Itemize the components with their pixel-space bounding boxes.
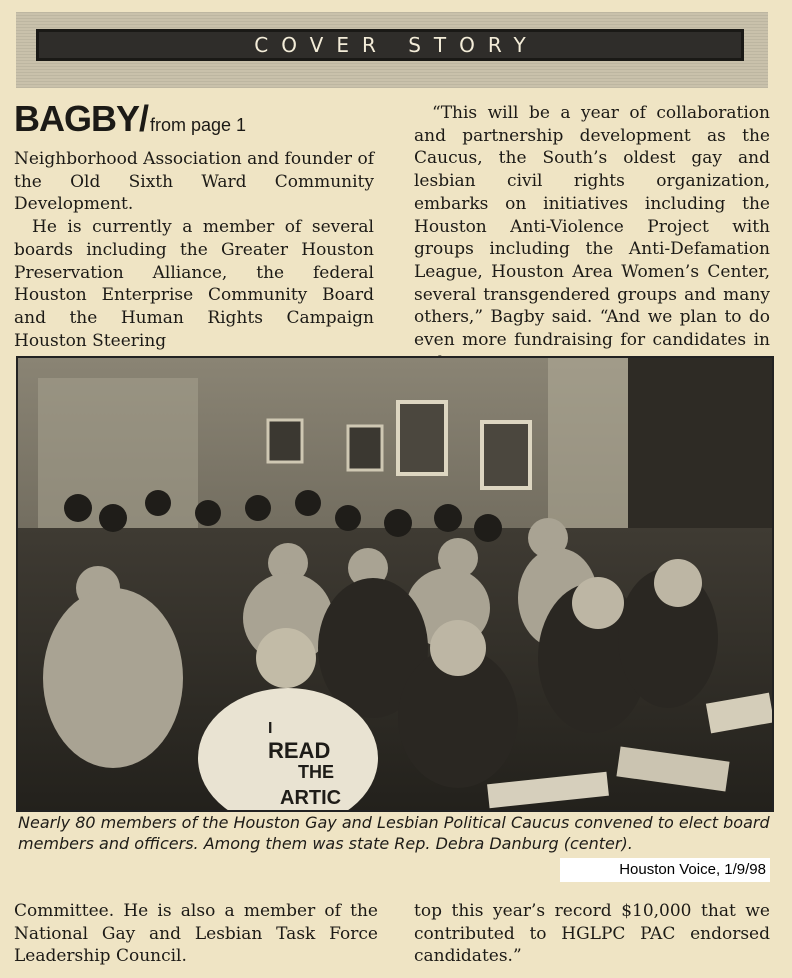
- bottom-right-column: [414, 900, 770, 968]
- paragraph: He is currently a member of several boards including the Greater Houston Preservation Alliance, the federal Houston Enterprise Community Board and the Human Rights Campaign Houston Steering: [14, 217, 374, 351]
- photo-caption: Nearly 80 members of the Houston Gay and Lesbian Political Caucus convened to elect board members and officers. Among them was state Rep. Debra Danburg (center).: [18, 813, 770, 853]
- bottom-left-column: [14, 900, 378, 968]
- paragraph: Committee. He is also a member of the National Gay and Lesbian Task Force Leadership Council.: [14, 901, 378, 967]
- paragraph: Neighborhood Association and founder of the Old Sixth Ward Community Development.: [14, 149, 374, 215]
- paragraph: top this year’s record $10,000 that we contributed to HGLPC PAC endorsed candidates.”: [414, 901, 770, 967]
- cover-story-banner: [16, 12, 768, 88]
- paragraph: “This will be a year of collaboration and partnership development as the Caucus, the South’s oldest gay and lesbian civil rights organization, embarks on initiatives including the Houston Anti-Violence Project with groups including the Anti-Defamation League, Houston Area Women’s Center, several transgendered groups and many others,” Bagby said. “And we plan to do even more fundraising for candidates in: [414, 103, 770, 351]
- top-left-column: [14, 148, 374, 352]
- shirt-text-line-2: READ: [268, 738, 331, 763]
- shirt-text-line-3: THE: [298, 762, 334, 782]
- banner-label: COVER STORY: [36, 29, 744, 61]
- headline-main: BAGBY/: [14, 98, 149, 139]
- photo-illustration: [18, 358, 772, 810]
- meeting-photo: [16, 356, 774, 812]
- headline-continuation: from page 1: [150, 115, 247, 135]
- headline: [14, 98, 404, 144]
- shirt-text-line-4: ARTIC: [280, 787, 342, 809]
- top-right-column: [414, 102, 770, 374]
- source-stamp: Houston Voice, 1/9/98: [560, 858, 770, 882]
- shirt-text-line-1: I: [268, 720, 273, 737]
